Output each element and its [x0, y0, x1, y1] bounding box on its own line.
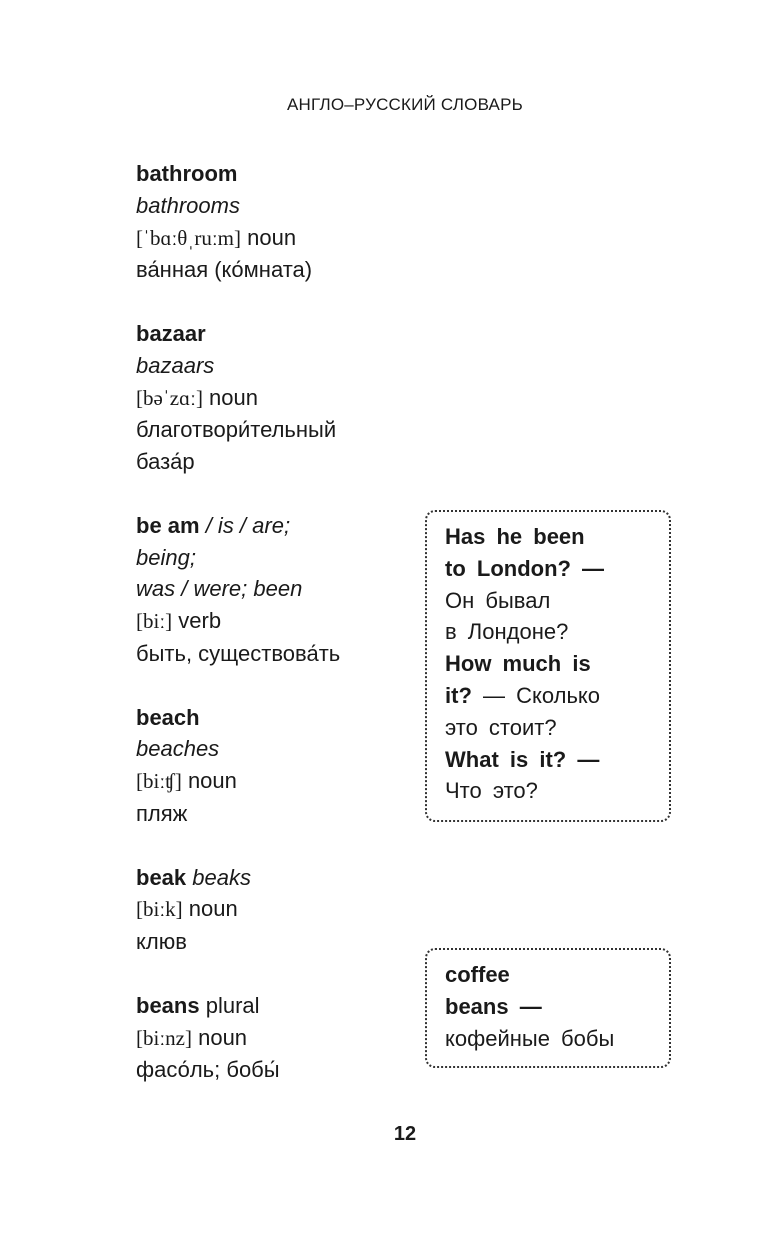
example-russian: Он бывал — [445, 587, 551, 613]
verb-forms: / is / are; — [199, 512, 291, 538]
pronunciation-line — [136, 382, 426, 415]
example-russian: в Лондоне? — [445, 619, 569, 645]
headword-line — [136, 862, 426, 894]
part-of-speech: noun — [182, 896, 238, 922]
example-russian: — Сколько — [471, 682, 601, 708]
example-english: Has he been — [445, 524, 585, 549]
ipa: [biːʧ] — [136, 769, 182, 794]
verb-forms: was / were; been — [136, 576, 303, 602]
example-english: to London? — — [445, 555, 605, 581]
example-box-beans — [425, 948, 671, 1068]
grammar-note: plural — [199, 992, 260, 1018]
example-russian: это стоит? — [445, 714, 557, 740]
verb-forms: being; — [136, 544, 196, 570]
headword: bathroom — [136, 161, 238, 186]
entry-bazaar — [136, 318, 426, 478]
example-english: it? — [445, 682, 472, 708]
plural-form: bazaars — [136, 352, 215, 378]
part-of-speech: noun — [241, 224, 297, 250]
part-of-speech: noun — [202, 384, 258, 410]
pronunciation-line — [136, 1022, 426, 1055]
ipa: [biːnz] — [136, 1025, 192, 1050]
example-english: beans — — [445, 993, 542, 1019]
example-russian: Что это? — [445, 778, 538, 804]
running-head: АНГЛО–РУССКИЙ СЛОВАРЬ — [287, 95, 523, 114]
translation: пляж — [136, 800, 188, 826]
plural-form: bathrooms — [136, 192, 240, 218]
example-english: coffee — [445, 962, 510, 987]
headword: beak — [136, 864, 187, 890]
translation: быть, существова́ть — [136, 640, 341, 666]
headword: bazaar — [136, 320, 206, 346]
headword-line — [136, 510, 426, 542]
translation: ва́нная (ко́мната) — [136, 257, 313, 283]
ipa: [ˈbɑːθˌruːm] — [136, 225, 242, 250]
page-number: 12 — [393, 1123, 417, 1145]
ipa: [biːk] — [136, 897, 183, 922]
translation: клюв — [136, 929, 187, 955]
entry-bathroom — [136, 158, 426, 286]
pronunciation-line — [136, 765, 426, 798]
headword-line — [136, 990, 426, 1022]
part-of-speech: verb — [172, 608, 222, 634]
headword: beans — [136, 992, 200, 1018]
example-mixed-line — [445, 680, 653, 712]
plural-form: beaks — [186, 864, 251, 890]
ipa: [bəˈzɑː] — [136, 385, 203, 410]
example-english: What is it? — — [445, 746, 600, 772]
entry-beak — [136, 862, 426, 958]
plural-form: beaches — [136, 736, 220, 762]
translation: благотвори́тельный — [136, 417, 337, 443]
part-of-speech: noun — [191, 1024, 248, 1050]
headword: be am — [136, 512, 200, 538]
example-english: How much is — [445, 651, 591, 677]
ipa: [biː] — [136, 609, 173, 634]
translation: база́р — [136, 449, 195, 475]
example-russian: кофейные бобы — [445, 1025, 615, 1051]
pronunciation-line — [136, 893, 426, 926]
translation: фасо́ль; бобы́ — [136, 1057, 280, 1083]
headword: beach — [136, 704, 200, 730]
dictionary-entries — [136, 158, 426, 1118]
example-box-be — [425, 510, 671, 822]
part-of-speech: noun — [181, 768, 237, 794]
entry-beach — [136, 702, 426, 830]
pronunciation-line — [136, 605, 426, 638]
entry-be — [136, 510, 426, 670]
pronunciation-line — [136, 222, 426, 255]
entry-beans — [136, 990, 426, 1086]
